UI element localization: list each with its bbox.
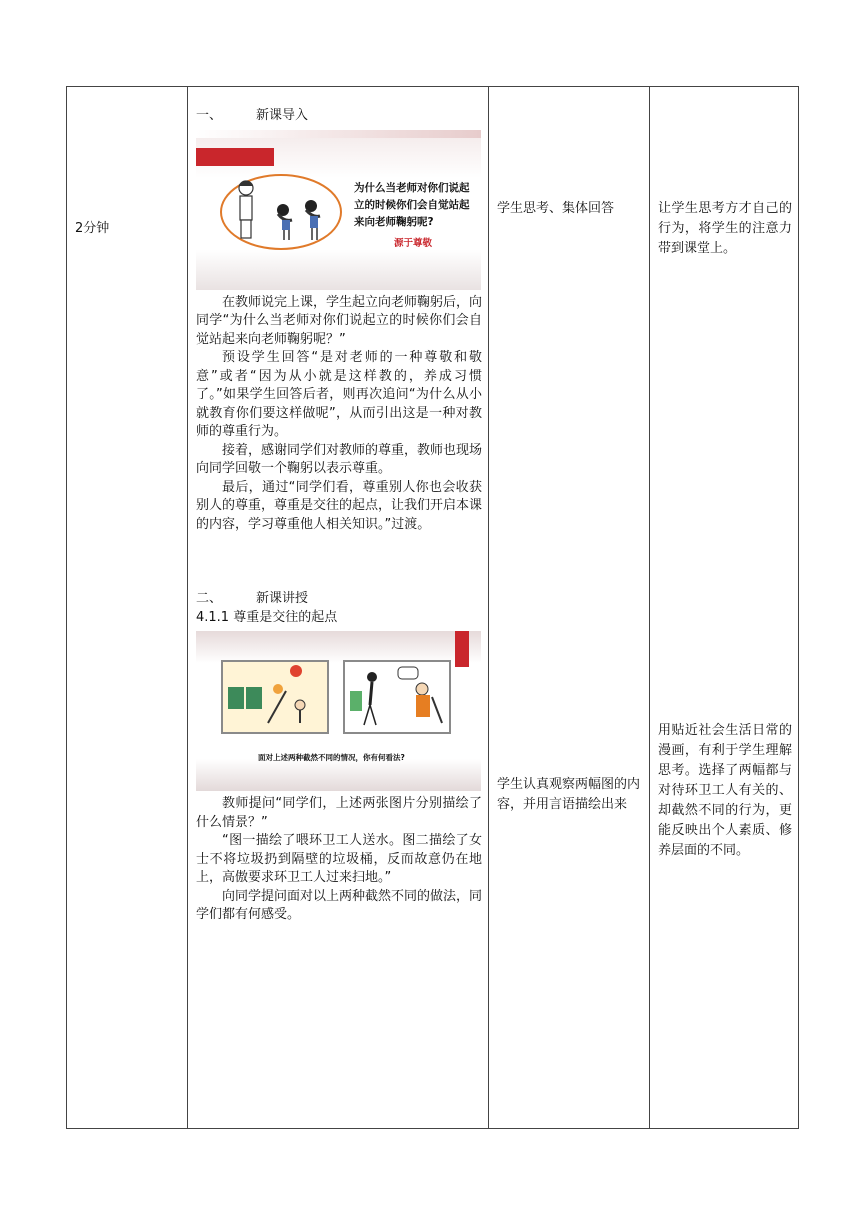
slide-question-text: 为什么当老师对你们说起立的时候你们会自觉站起来向老师鞠躬呢? bbox=[354, 181, 470, 228]
paragraph: 接着，感谢同学们对教师的尊重，教师也现场向同学回敬一个鞠躬以表示尊重。 bbox=[196, 442, 483, 476]
time-cell bbox=[67, 87, 188, 1129]
student-activity-cell bbox=[489, 87, 650, 1129]
paragraph: 预设学生回答“是对老师的一种尊敬和敬意”或者“因为从小就是这样教的，养成习惯了。”如果学生回答后者，则再次追问“为什么从小就教育你们要这样做呢”，从而引出这是一种对教师的尊重行为。 bbox=[196, 350, 482, 439]
design-intent-1: 让学生思考方才自己的行为，将学生的注意力带到课堂上。 bbox=[658, 201, 792, 256]
student-activity-2: 学生认真观察两幅图的内容，并用言语描绘出来 bbox=[497, 777, 641, 812]
slide-question bbox=[354, 180, 474, 252]
section-1-number: 一、 bbox=[196, 108, 223, 123]
slide-source-note: 源于尊敬 bbox=[394, 237, 433, 249]
section-2-heading bbox=[196, 590, 482, 609]
section-2-number: 二、 bbox=[196, 591, 223, 606]
paragraph: 教师提问“同学们，上述两张图片分别描绘了什么情景？” bbox=[196, 796, 482, 830]
paragraph: 在教师说完上课，学生起立向老师鞠躬后，向同学“为什么当老师对你们说起立的时候你们会自觉站起来向老师鞠躬呢？” bbox=[196, 294, 483, 347]
slide-bowing-image bbox=[196, 130, 481, 290]
section-2-title: 新课讲授 bbox=[256, 591, 309, 606]
teaching-content bbox=[188, 87, 488, 925]
slide-caption: 面对上述两种截然不同的情况，你有何看法? bbox=[258, 753, 405, 762]
time-label: 2分钟 bbox=[75, 221, 110, 236]
section-1-title: 新课导入 bbox=[256, 108, 309, 123]
table-row bbox=[67, 87, 799, 1129]
section-2-subtitle: 4.1.1 尊重是交往的起点 bbox=[196, 609, 338, 625]
spacer bbox=[196, 534, 482, 590]
design-intent-2: 用贴近社会生活日常的漫画，有利于学生理解思考。选择了两幅都与对待环卫工人有关的、却截然不同的行为，更能反映出个人素质、修养层面的不同。 bbox=[658, 723, 792, 858]
student-activity-1: 学生思考、集体回答 bbox=[497, 201, 615, 216]
section-1-heading bbox=[196, 107, 482, 126]
content-cell bbox=[188, 87, 489, 1129]
paragraph: 向同学提问面对以上两种截然不同的做法，同学们都有何感受。 bbox=[196, 888, 483, 922]
design-intent-cell bbox=[650, 87, 799, 1129]
lesson-plan-table bbox=[66, 86, 799, 1129]
slide-cartoon-image bbox=[196, 631, 481, 791]
paragraph: 最后，通过“同学们看，尊重别人你也会收获别人的尊重，尊重是交往的起点，让我们开启本课的内容，学习尊重他人相关知识。”过渡。 bbox=[196, 479, 483, 532]
paragraph: “图一描绘了喂环卫工人送水。图二描绘了女士不将垃圾扔到隔壁的垃圾桶，反而故意仍在地上，高傲要求环卫工人过来扫地。” bbox=[196, 833, 482, 885]
